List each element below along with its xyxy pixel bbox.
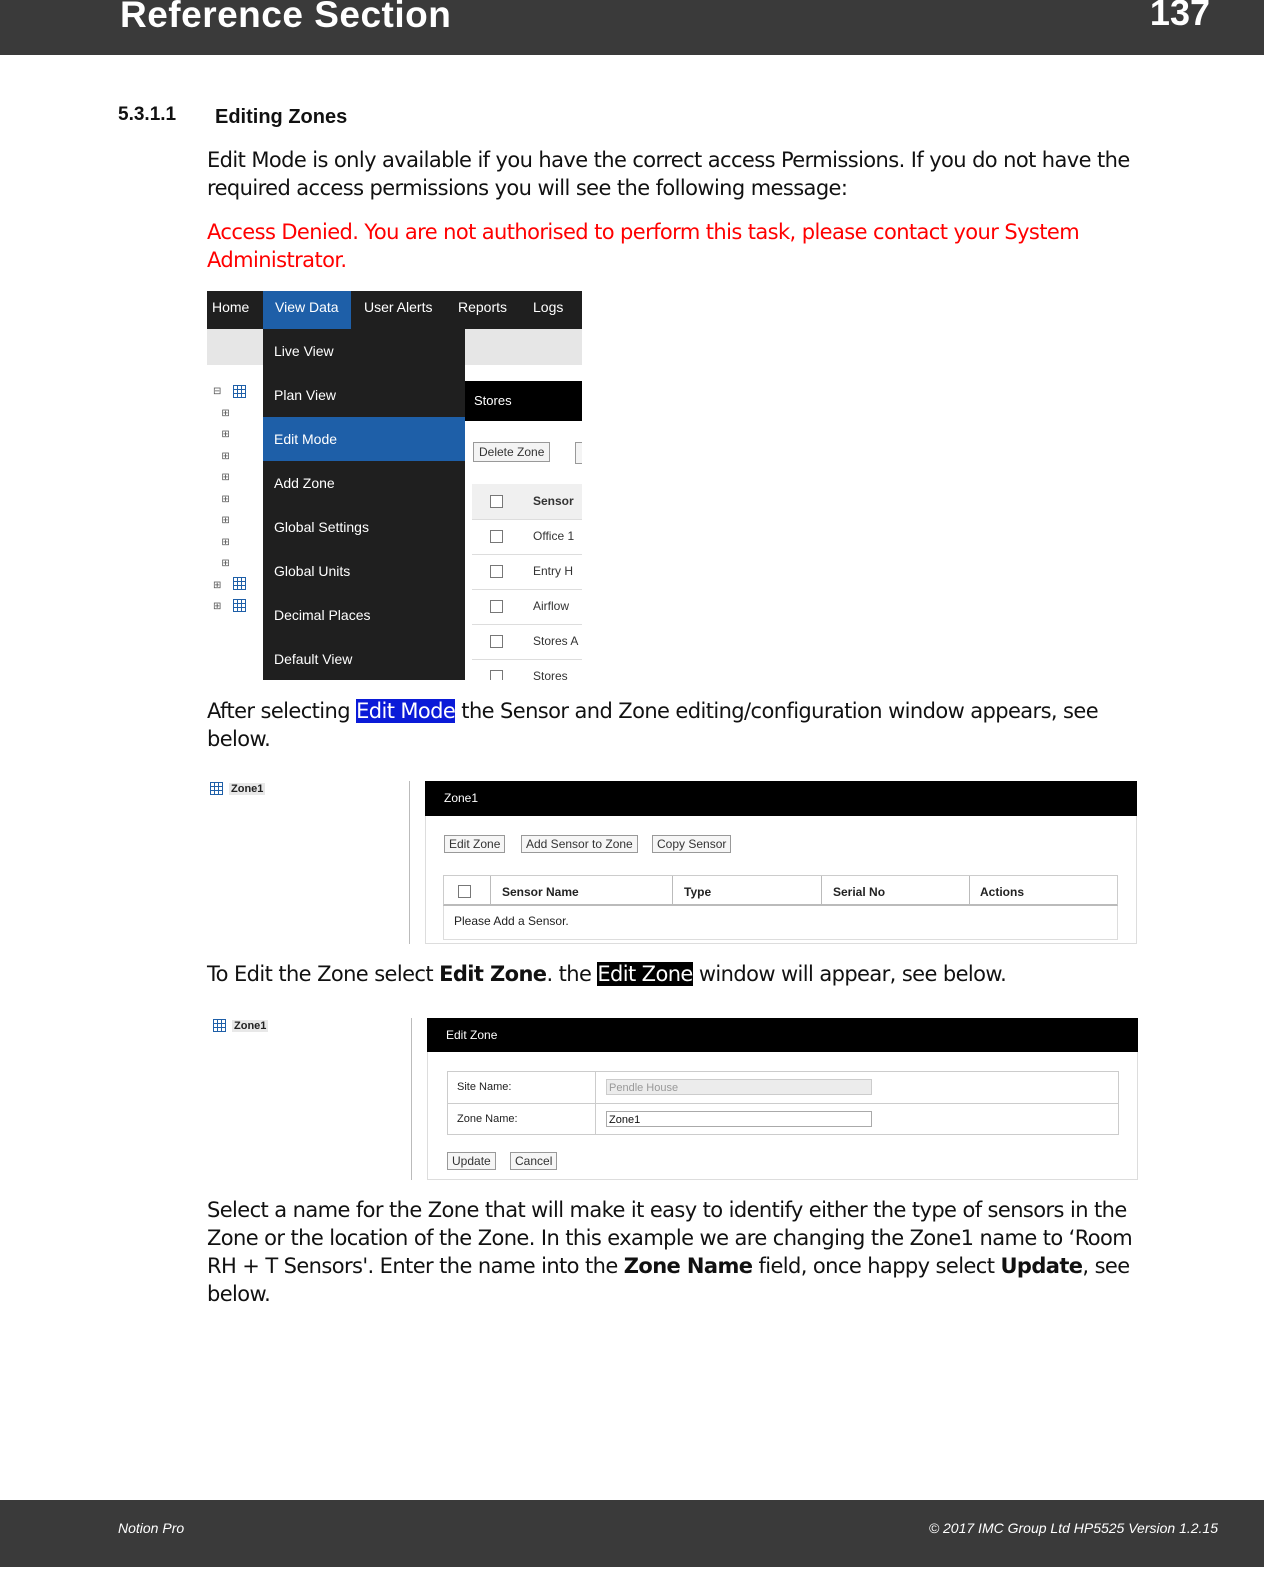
table-row: Airflow [472,589,582,625]
nav-reports[interactable]: Reports [458,299,508,315]
grid-icon [233,577,246,590]
copy-sensor-button[interactable]: Copy Sensor [652,835,731,853]
edit-zone-form [447,1071,1119,1135]
grid-icon [210,782,223,795]
tree-zone-item[interactable]: Zone1 [213,1018,268,1032]
page-number: 137 [1149,0,1210,33]
next-button-partial[interactable] [575,442,582,464]
table-row: Stores A [472,624,582,660]
view-data-dropdown [263,329,465,680]
menu-item-add-zone[interactable]: Add Zone [274,475,335,491]
select-all-checkbox[interactable] [458,885,471,898]
menu-item-global-settings[interactable]: Global Settings [274,519,369,535]
page-footer [0,1500,1264,1567]
grid-icon [213,1019,226,1032]
nav-home[interactable]: Home [212,299,250,315]
zone-window-screenshot [207,778,1139,944]
col-actions[interactable]: Actions [980,885,1025,899]
grid-icon [233,385,246,398]
menu-item-edit-mode[interactable]: Edit Mode [263,417,465,461]
edit-zone-screenshot [207,1015,1139,1180]
menu-item-plan-view[interactable]: Plan View [274,387,337,403]
paragraph-after-selecting: After selecting Edit Mode the Sensor and Zone editing/configuration window appears, see below. [207,699,1099,751]
header-title: Reference Section [120,0,452,35]
menu-screenshot [207,291,582,680]
footer-product: Notion Pro [118,1520,185,1536]
cancel-button[interactable]: Cancel [510,1152,557,1170]
access-denied-message: Access Denied. You are not authorised to perform this task, please contact your System Administrator. [207,220,1080,272]
site-name-label: Site Name: [457,1081,512,1093]
update-button[interactable]: Update [447,1152,496,1170]
edit-zone-highlight: Edit Zone [597,962,693,986]
paragraph-select-name: Select a name for the Zone that will make it easy to identify either the type of sensors in the Zone or the location of the Zone. In this example we are changing the Zone1 name to ‘Room RH + T Sensors'. Enter the name into the Zone Name field, once happy select Update, see below. [207,1198,1133,1306]
section-title: Editing Zones [215,106,348,128]
zone-name-input[interactable]: Zone1 [606,1111,872,1127]
select-all-checkbox[interactable] [490,495,503,508]
nav-logs[interactable]: Logs [533,299,564,315]
grid-icon [233,599,246,612]
page-header [0,0,1264,55]
edit-zone-title-bar: Edit Zone [427,1018,1138,1052]
sensor-table-header [443,875,1118,906]
delete-zone-button[interactable]: Delete Zone [473,442,550,462]
add-sensor-button[interactable]: Add Sensor to Zone [521,835,638,853]
footer-copyright: © 2017 IMC Group Ltd HP5525 Version 1.2.15 [928,1520,1218,1536]
paragraph-access: Edit Mode is only available if you have the correct access Permissions. If you do not have the required access permissions you will see the following message: [207,148,1130,200]
col-type[interactable]: Type [684,885,712,899]
table-header: Sensor [472,484,582,520]
table-row: Entry H [472,554,582,590]
site-name-input: Pendle House [606,1079,872,1095]
stores-bar: Stores [465,381,582,421]
paragraph-edit-zone: To Edit the Zone select Edit Zone. the Edit Zone window will appear, see below. [207,962,1007,986]
table-row: Stores [472,659,582,680]
menu-item-decimal-places[interactable]: Decimal Places [274,607,371,623]
col-serial-no[interactable]: Serial No [833,885,886,899]
menu-item-default-view[interactable]: Default View [274,651,353,667]
table-row: Office 1 [472,519,582,555]
empty-table-message: Please Add a Sensor. [443,906,1118,940]
col-sensor-name[interactable]: Sensor Name [502,885,579,899]
menu-item-live-view[interactable]: Live View [274,343,334,359]
tree-zone-item[interactable]: Zone1 [210,781,265,795]
edit-zone-button[interactable]: Edit Zone [444,835,505,853]
nav-user-alerts[interactable]: User Alerts [364,299,433,315]
nav-view-data[interactable]: View Data [263,291,351,329]
section-number: 5.3.1.1 [118,104,177,125]
tree-expanders[interactable]: ⊟ ⊞ ⊞ ⊞ ⊞ ⊞ ⊞ ⊞ ⊞ ⊞ ⊞ [213,386,230,612]
edit-mode-highlight: Edit Mode [356,699,456,723]
menu-item-global-units[interactable]: Global Units [274,563,351,579]
nav-bar [207,291,582,329]
zone-name-label: Zone Name: [457,1113,518,1125]
zone-title-bar: Zone1 [425,781,1137,816]
